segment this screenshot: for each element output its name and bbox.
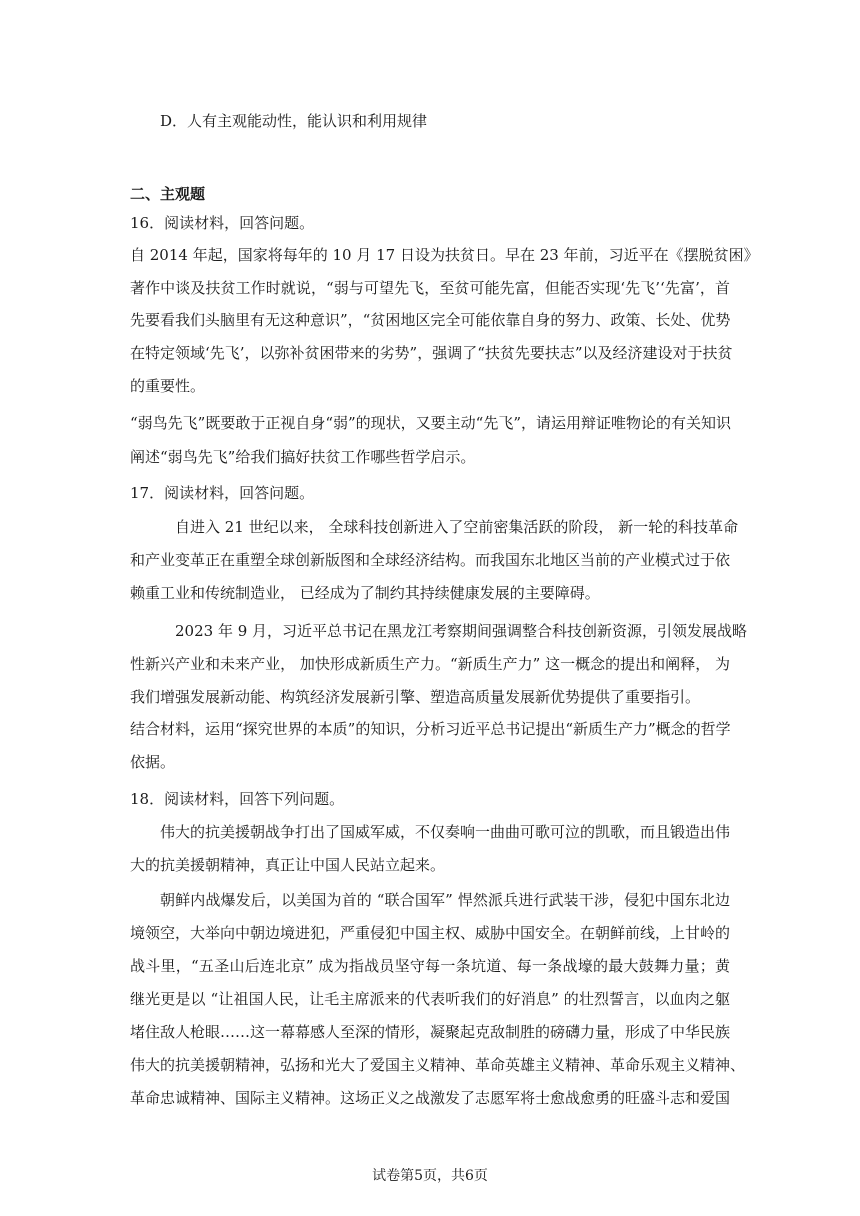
q16-question-line: “弱鸟先飞”既要敢于正视自身“弱”的现状，又要主动“先飞”，请运用辩证唯物论的有关知识 bbox=[130, 414, 732, 432]
q17-question-line: 依据。 bbox=[130, 753, 176, 771]
q17-question-line: 结合材料，运用“探究世界的本质”的知识，分析习近平总书记提出“新质生产力”概念的哲学 bbox=[130, 720, 731, 738]
q18-para1-line: 伟大的抗美援朝战争打出了国威军威，不仅奏响一曲曲可歌可泣的凯歌，而且锻造出伟 bbox=[160, 823, 731, 841]
q18-para2-line: 朝鲜内战爆发后，以美国为首的 “联合国军” 悍然派兵进行武装干涉，侵犯中国东北边 bbox=[160, 891, 730, 909]
q18-number: 18．阅读材料，回答下列问题。 bbox=[130, 790, 345, 808]
q16-line: 自 2014 年起，国家将每年的 10 月 17 日设为扶贫日。早在 23 年前，习近平在《摆脱贫困》 bbox=[130, 246, 759, 264]
q17-para1-line: 自进入 21 世纪以来， 全球科技创新进入了空前密集活跃的阶段， 新一轮的科技革命 bbox=[175, 518, 739, 536]
q18-para2-line: 战斗里，“五圣山后连北京” 成为指战员坚守每一条坑道、每一条战壕的最大鼓舞力量；黄 bbox=[130, 957, 730, 975]
q18-para1-line: 大的抗美援朝精神，真正让中国人民站立起来。 bbox=[130, 856, 446, 874]
q17-para1-line: 赖重工业和传统制造业， 已经成为了制约其持续健康发展的主要障碍。 bbox=[130, 584, 600, 602]
q17-para2-line: 2023 年 9 月，习近平总书记在黑龙江考察期间强调整合科技创新资源，引领发展战略 bbox=[175, 622, 748, 640]
section-title: 二、主观题 bbox=[130, 185, 206, 203]
q18-para2-line: 继光更是以 “让祖国人民，让毛主席派来的代表听我们的好消息” 的壮烈誓言，以血肉之躯 bbox=[130, 990, 730, 1008]
q16-line: 著作中谈及扶贫工作时就说，“弱与可望先飞，至贫可能先富，但能否实现‘先飞’‘先富’，首 bbox=[130, 279, 730, 297]
q18-para2-line: 伟大的抗美援朝精神，弘扬和光大了爱国主义精神、革命英雄主义精神、革命乐观主义精神、 bbox=[130, 1056, 746, 1074]
q17-para1-line: 和产业变革正在重塑全球创新版图和全球经济结构。而我国东北地区当前的产业模式过于依 bbox=[130, 551, 731, 569]
q17-para2-line: 性新兴产业和未来产业， 加快形成新质生产力。“新质生产力” 这一概念的提出和阐释， 为 bbox=[130, 655, 730, 673]
q16-question-line: 阐述“弱鸟先飞”给我们搞好扶贫工作哪些哲学启示。 bbox=[130, 448, 476, 466]
q17-para2-line: 我们增强发展新动能、构筑经济发展新引擎、塑造高质量发展新优势提供了重要指引。 bbox=[130, 688, 701, 706]
page-footer: 试卷第5页，共6页 bbox=[372, 1168, 488, 1184]
option-d: D．人有主观能动性，能认识和利用规律 bbox=[160, 112, 428, 130]
q16-line: 的重要性。 bbox=[130, 377, 206, 395]
q16-line: 在特定领域‘先飞’，以弥补贫困带来的劣势”，强调了“扶贫先要扶志”以及经济建设对于扶贫 bbox=[130, 344, 733, 362]
q16-number: 16．阅读材料，回答问题。 bbox=[130, 214, 315, 232]
q17-number: 17．阅读材料，回答问题。 bbox=[130, 484, 315, 502]
q18-para2-line: 革命忠诚精神、国际主义精神。这场正义之战激发了志愿军将士愈战愈勇的旺盛斗志和爱国 bbox=[130, 1089, 731, 1107]
q18-para2-line: 堵住敌人枪眼……这一幕幕感人至深的情形，凝聚起克敌制胜的磅礴力量，形成了中华民族 bbox=[130, 1023, 731, 1041]
q16-line: 先要看我们头脑里有无这种意识”，“贫困地区完全可能依靠自身的努力、政策、长处、优势 bbox=[130, 311, 731, 329]
q18-para2-line: 境领空，大举向中朝边境进犯，严重侵犯中国主权、威胁中国安全。在朝鲜前线，上甘岭的 bbox=[130, 924, 731, 942]
